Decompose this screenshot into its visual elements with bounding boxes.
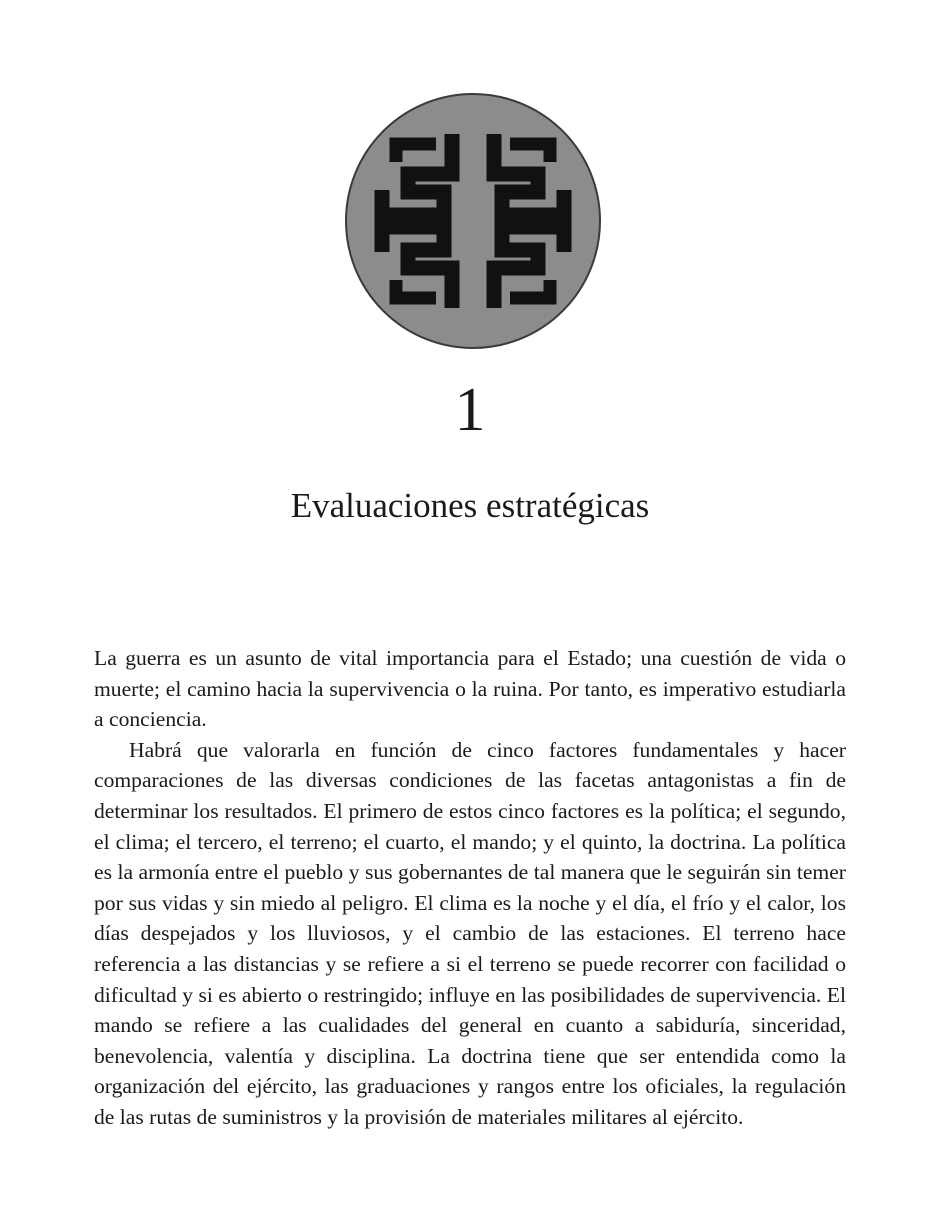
chinese-meander-roundel-icon xyxy=(344,92,602,350)
chapter-body xyxy=(94,643,846,1133)
chapter-title: Evaluaciones estratégicas xyxy=(290,486,650,525)
paragraph-1: La guerra es un asunto de vital importancia para el Estado; una cuestión de vida o muerte; el camino hacia la supervivencia o la ruina. Por tanto, es imperativo estudiarla a conciencia. xyxy=(94,646,846,732)
chapter-number: 1 xyxy=(454,376,486,444)
paragraph-2: Habrá que valorarla en función de cinco factores fundamentales y hacer comparaciones de las diversas condiciones de las facetas antagonistas a fin de determinar los resultados. El primero de estos cinco factores es la política; el segundo, el clima; el tercero, el terreno; el cuarto, el mando; y el quinto, la doctrina. La política es la armonía entre el pueblo y sus gobernantes de tal manera que le seguirán sin temer por sus vidas y sin miedo al peligro. El clima es la noche y el día, el frío y el calor, los días despejados y los lluviosos, y el cambio de las estaciones. El terreno hace referencia a las distancias y se refiere a si el terreno se puede recorrer con facilidad o dificultad y si es abierto o restringido; influye en las posibilidades de supervivencia. El mando se refiere a las cualidades del general en cuanto a sabiduría, sinceridad, benevolencia, valentía y disciplina. La doctrina tiene que ser entendida como la organización del ejército, las graduaciones y rangos entre los oficiales, la regulación de las rutas de suministros y la provisión de materiales militares al ejército. xyxy=(94,737,846,1129)
